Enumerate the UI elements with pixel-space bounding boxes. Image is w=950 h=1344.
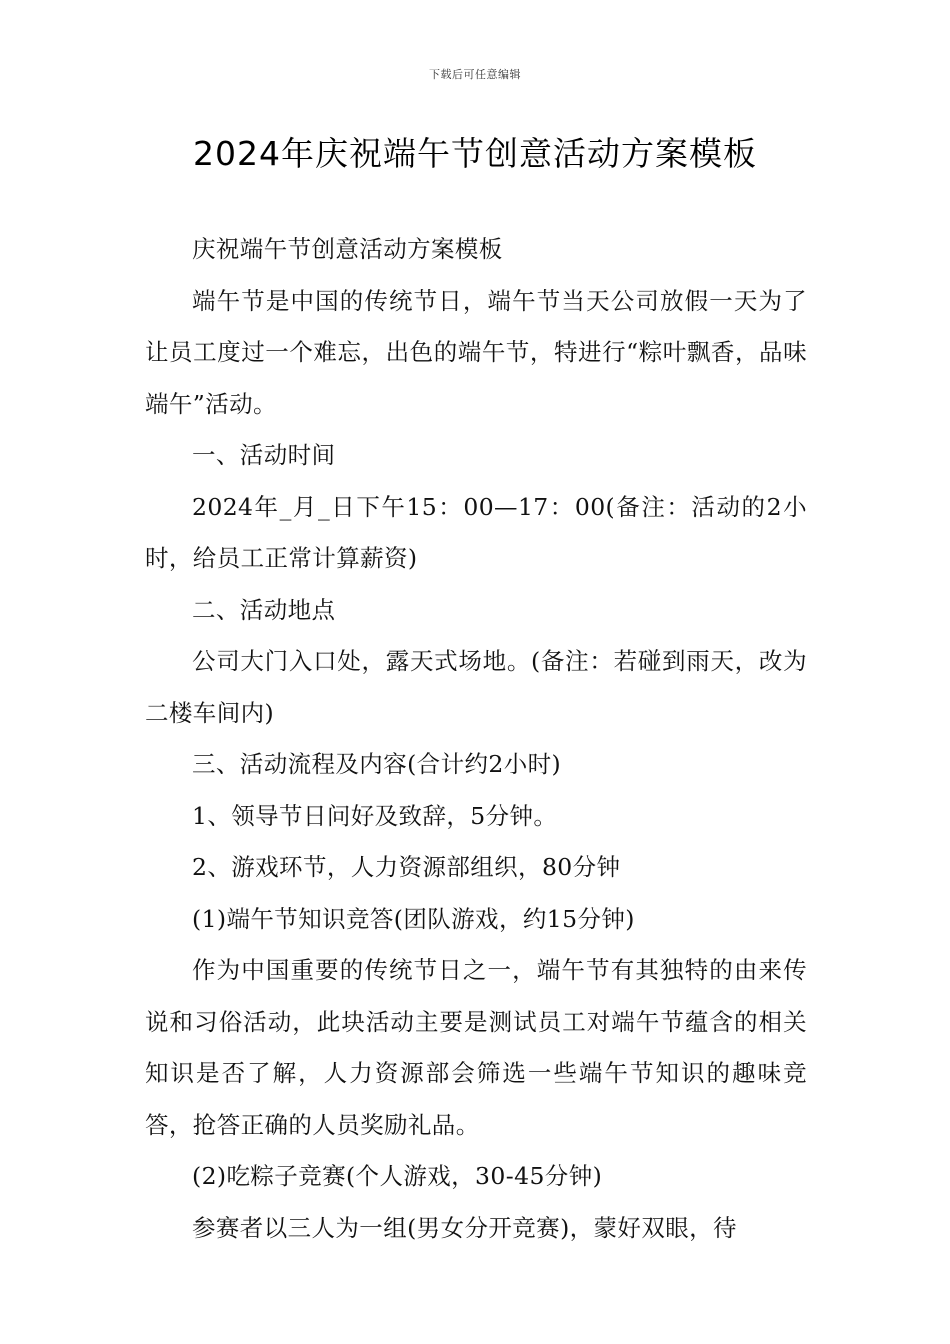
header-note: 下载后可任意编辑 xyxy=(429,68,521,81)
paragraph-intro: 端午节是中国的传统节日，端午节当天公司放假一天为了让员工度过一个难忘，出色的端午节，特进行“粽叶飘香，品味端午”活动。 xyxy=(145,286,807,418)
paragraph-subtitle: 庆祝端午节创意活动方案模板 xyxy=(192,235,503,263)
section-heading-time: 一、活动时间 xyxy=(192,441,336,469)
paragraph-zongzi-contest: 参赛者以三人为一组(男女分开竞赛)，蒙好双眼，待 xyxy=(192,1213,737,1242)
list-item-games: 2、游戏环节，人力资源部组织，80分钟 xyxy=(192,853,621,881)
paragraph-location: 公司大门入口处，露天式场地。(备注：若碰到雨天，改为二楼车间内) xyxy=(145,647,807,727)
paragraph-quiz: 作为中国重要的传统节日之一，端午节有其独特的由来传说和习俗活动，此块活动主要是测试员工对端午节蕴含的相关知识是否了解，人力资源部会筛选一些端午节知识的趣味竞答，抢答正确的人员奖励礼品。 xyxy=(145,956,807,1139)
section-heading-process: 三、活动流程及内容(合计约2小时) xyxy=(192,750,562,778)
section-heading-location: 二、活动地点 xyxy=(192,595,336,624)
list-item-speech: 1、领导节日问好及致辞，5分钟。 xyxy=(192,801,558,830)
sub-item-quiz: (1)端午节知识竞答(团队游戏，约15分钟) xyxy=(192,904,635,933)
paragraph-time: 2024年_月_日下午15：00—17：00(备注：活动的2小时，给员工正常计算薪资) xyxy=(145,492,807,572)
document-title: 2024年庆祝端午节创意活动方案模板 xyxy=(193,134,757,173)
sub-item-zongzi-contest: (2)吃粽子竞赛(个人游戏，30-45分钟) xyxy=(192,1162,603,1190)
document-body xyxy=(145,224,807,1254)
